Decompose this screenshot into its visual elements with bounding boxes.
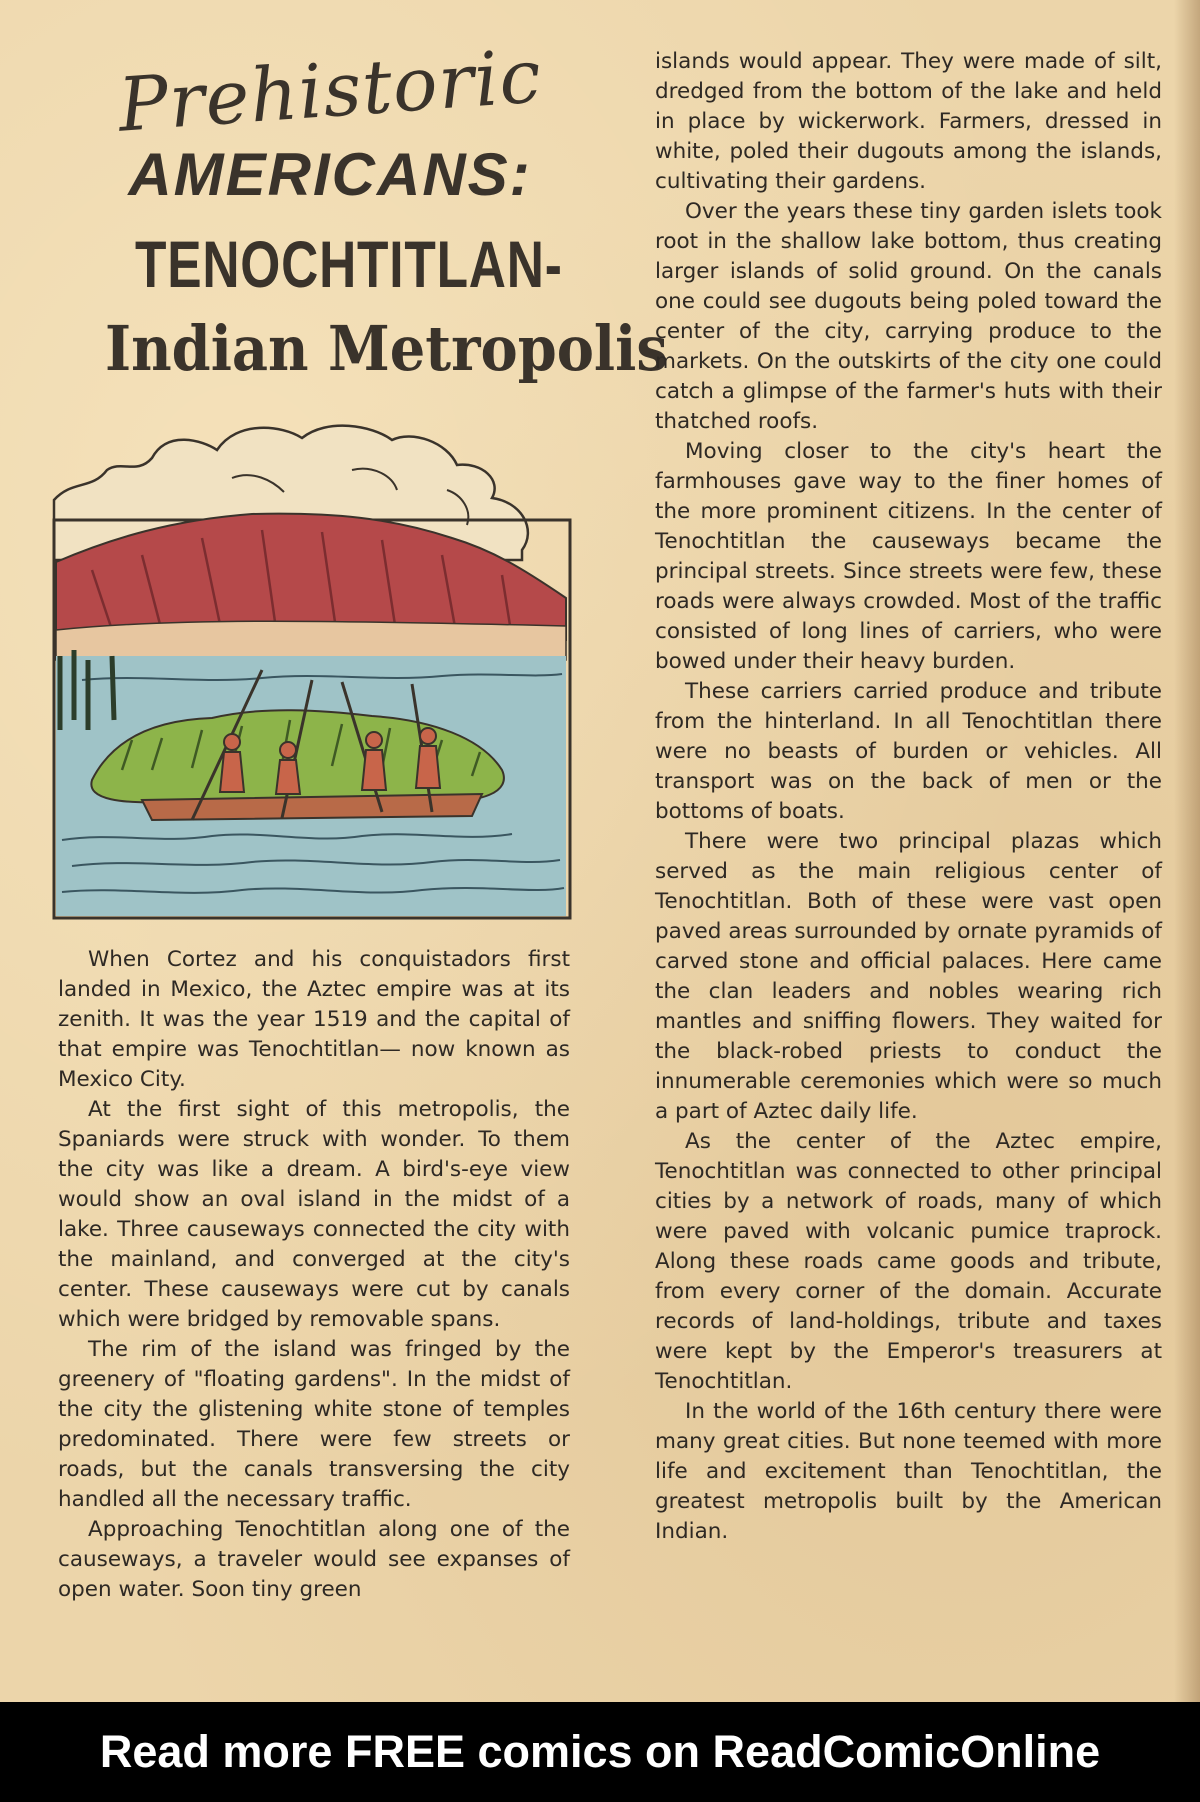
paragraph-roads: As the center of the Aztec empire, Tenochtitlan was connected to other principal cities by a network of roads, many of which were paved with volcanic pumice traprock. Along these roads came goods and tribute, from every corner of the domain. Accurate records of land-holdings, tribute and taxes were kept by the Emperor's treasurers at Tenochtitlan. bbox=[655, 1129, 1162, 1394]
paragraph-plazas: There were two principal plazas which served as the main religious center of Tenochtitlan. Both of these were vast open paved areas surrounded by ornate pyramids of carved stone and official palaces. Here came the clan leaders and nobles wearing rich mantles and sniffing flowers. They waited for the black-robed priests to conduct the innumerable ceremonies which were so much a part of Aztec daily life. bbox=[655, 829, 1162, 1124]
page-gutter-shadow bbox=[1174, 0, 1200, 1702]
paragraph-city-heart: Moving closer to the city's heart the farmhouses gave way to the finer homes of the more prominent citizens. In the center of Tenochtitlan the causeways became the principal streets. Since streets were few, these roads were always crowded. Most of the traffic consisted of long lines of carriers, who were bowed under their heavy burden. bbox=[655, 439, 1162, 674]
article-title bbox=[80, 33, 668, 388]
promo-banner-text[interactable]: Read more FREE comics on ReadComicOnline bbox=[99, 1726, 1101, 1777]
title-line-americans: AMERICANS: bbox=[128, 141, 532, 208]
article-left-column bbox=[58, 945, 570, 1605]
paragraph-conclusion: In the world of the 16th century there were many great cities. But none teemed with more life and excitement than Tenochtitlan, the greatest metropolis built by the American Indian. bbox=[655, 1399, 1162, 1544]
paragraph-approaching: Approaching Tenochtitlan along one of the causeways, a traveler would see expanses of open water. Soon tiny green bbox=[58, 1517, 570, 1602]
paragraph-cortez-arrival: When Cortez and his conquistadors first landed in Mexico, the Aztec empire was at its zenith. It was the year 1519 and the capital of that empire was Tenochtitlan— now known as Mexico City. bbox=[58, 947, 570, 1092]
paragraph-islands-continued: islands would appear. They were made of silt, dredged from the bottom of the lake and held in place by wickerwork. Farmers, dressed in white, poled their dugouts among the islands, cultivating their gardens. bbox=[655, 49, 1162, 194]
title-line-prehistoric: Prehistoric bbox=[115, 33, 545, 149]
lake-mountain-canoe-illustration bbox=[52, 420, 572, 920]
article-right-column bbox=[655, 47, 1162, 1547]
promo-banner[interactable] bbox=[0, 1702, 1200, 1802]
title-line-indian-metropolis: Indian Metropolis bbox=[105, 312, 668, 385]
paragraph-island-rim: The rim of the island was fringed by the greenery of "floating gardens". In the midst of the city the glistening white stone of temples predominated. There were few streets or roads, but the canals transversing the city handled all the necessary traffic. bbox=[58, 1337, 570, 1512]
paragraph-garden-islets: Over the years these tiny garden islets took root in the shallow lake bottom, thus creating larger islands of solid ground. On the canals one could see dugouts being poled toward the center of the city, carrying produce to the markets. On the outskirts of the city one could catch a glimpse of the farmer's huts with their thatched roofs. bbox=[655, 199, 1162, 434]
title-line-tenochtitlan: TENOCHTITLAN- bbox=[135, 227, 563, 301]
paragraph-first-sight: At the first sight of this metropolis, the Spaniards were struck with wonder. To them the city was like a dream. A bird's-eye view would show an oval island in the midst of a lake. Three causeways connected the city with the mainland, and converged at the city's center. These causeways were cut by canals which were bridged by removable spans. bbox=[58, 1097, 570, 1332]
far-shore bbox=[56, 621, 566, 660]
paragraph-carriers: These carriers carried produce and tribute from the hinterland. In all Tenochtitlan there were no beasts of burden or vehicles. All transport was on the back of men or the bottoms of boats. bbox=[655, 679, 1162, 824]
